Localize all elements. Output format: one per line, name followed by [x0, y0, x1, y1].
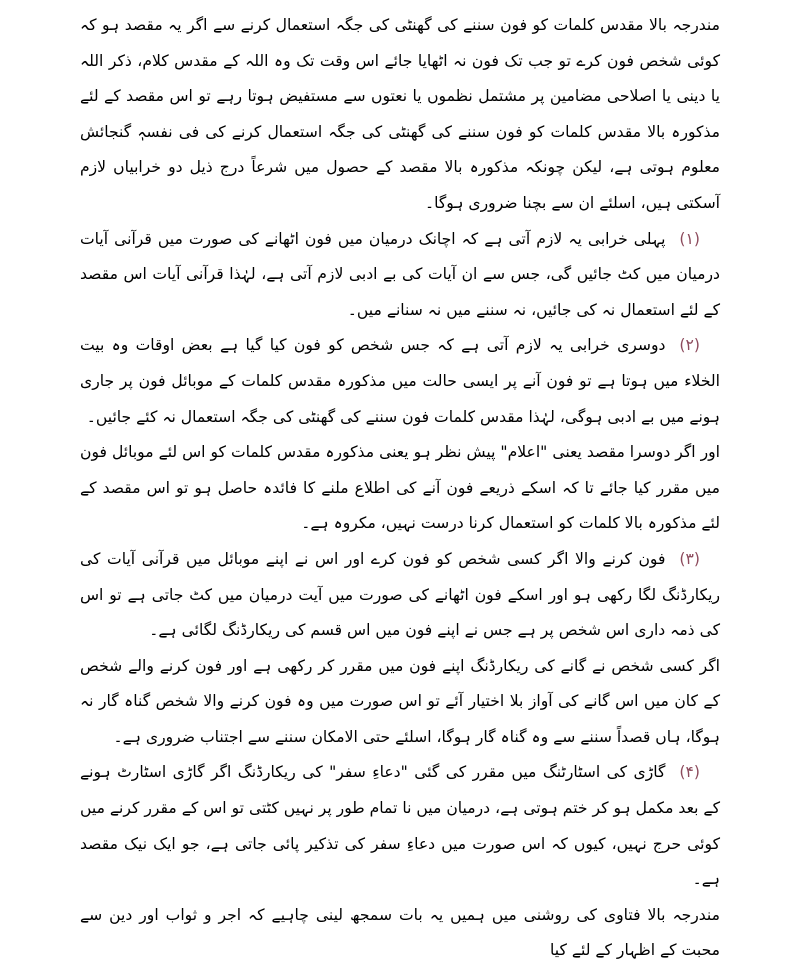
paragraph-point-4 [80, 755, 720, 897]
paragraph-second-purpose [80, 435, 720, 542]
paragraph-point-1 [80, 222, 720, 329]
point-number: (۱) [679, 229, 700, 248]
document-page [80, 0, 720, 960]
paragraph-text: پہلی خرابی یہ لازم آتی ہے کہ اچانک درمیان میں فون اٹھانے کی صورت میں قرآنی آیات درمیان میں کٹ جائیں گی، جس سے ان آیات کی بے ادبی لازم آتی ہے، لہٰذا قرآنی آیات اس مقصد کے لئے استعمال نہ کی جائیں، نہ سننے میں نہ سنانے میں۔ [80, 229, 720, 319]
paragraph-text: مندرجہ بالا فتاوی کی روشنی میں ہمیں یہ بات سمجھ لینی چاہیے کہ اجر و ثواب اور دین سے محبت کے اظہار کے لئے کیا [80, 905, 720, 960]
paragraph-song-ringtone [80, 649, 720, 756]
point-number: (۲) [679, 336, 700, 355]
paragraph-text: گاڑی کی اسٹارٹنگ میں مقرر کی گئی "دعاءِ سفر" کی ریکارڈنگ اگر گاڑی اسٹارٹ ہونے کے بعد مکمل ہو کر ختم ہوتی ہے، درمیان میں نا تمام طور پر نہیں کٹتی تو اس کے مقرر کرنے میں کوئی حرج نہیں، کیوں کہ اس صورت میں دعاءِ سفر کی تذکیر پائی جاتی ہے، جو ایک نیک مقصد ہے۔ [80, 763, 720, 889]
paragraph-text: مندرجہ بالا مقدس کلمات کو فون سننے کی گھنٹی کی جگہ استعمال کرنے سے اگر یہ مقصد ہو کہ کوئی شخص فون کرے تو جب تک فون نہ اٹھایا جائے اس وقت تک وہ اللہ کے مقدس کلام، ذکر اللہ یا دینی یا اصلاحی مضامین پر مشتمل نظموں یا نعتوں سے مستفیض ہوتا رہے تو اس مقصد کے لئے مذکورہ بالا مقدس کلمات کو فون سننے کی گھنٹی کی جگہ استعمال کرنے کی فی نفسہٖ گنجائش معلوم ہوتی ہے، لیکن چونکہ مذکورہ بالا مقصد کے حصول میں شرعاً درج ذیل دو خرابیاں لازم آسکتی ہیں، اسلئے ان سے بچنا ضروری ہوگا۔ [80, 16, 720, 212]
paragraph-point-2 [80, 328, 720, 435]
paragraph-text: فون کرنے والا اگر کسی شخص کو فون کرے اور اس نے اپنے موبائل میں قرآنی آیات کی ریکارڈنگ لگا رکھی ہو اور اسکے فون اٹھانے کی صورت میں آیت درمیان میں کٹ جاتی ہے تو اس کی ذمہ داری اس شخص پر ہے جس نے اپنے فون میں اس قسم کی ریکارڈنگ لگائی ہے۔ [80, 549, 720, 640]
point-number: (۳) [679, 549, 700, 568]
paragraph-text: اگر کسی شخص نے گانے کی ریکارڈنگ اپنے فون میں مقرر کر رکھی ہے اور فون کرنے والے شخص کے کان میں اس گانے کی آواز بلا اختیار آئے تو اس صورت میں وہ فون کرنے والا شخص گناہ گار نہ ہوگا، ہاں قصداً سننے سے وہ گناہ گار ہوگا، اسلئے حتی الامکان سننے سے اجتناب ضروری ہے۔ [80, 656, 720, 746]
paragraph-text: اور اگر دوسرا مقصد یعنی "اعلام" پیش نظر ہو یعنی مذکورہ مقدس کلمات کو اس لئے موبائل فون میں مقرر کیا جائے تا کہ اسکے ذریعے فون آنے کی اطلاع ملنے کا فائدہ حاصل ہو تو اس مقصد کے لئے مذکورہ بالا کلمات کو استعمال کرنا درست نہیں، مکروہ ہے۔ [80, 443, 720, 533]
paragraph-conclusion [80, 898, 720, 969]
paragraph-point-3 [80, 542, 720, 649]
point-number: (۴) [679, 763, 700, 782]
paragraph-intro [80, 0, 720, 222]
paragraph-text: دوسری خرابی یہ لازم آتی ہے کہ جس شخص کو فون کیا گیا ہے بعض اوقات وہ بیت الخلاء میں ہوتا ہے تو فون آنے پر ایسی حالت میں مذکورہ مقدس کلمات کے موبائل فون پر جاری ہونے میں بے ادبی ہوگی، لہٰذا مقدس کلمات فون سننے کی گھنٹی کی جگہ استعمال نہ کئے جائیں۔ [80, 336, 720, 426]
